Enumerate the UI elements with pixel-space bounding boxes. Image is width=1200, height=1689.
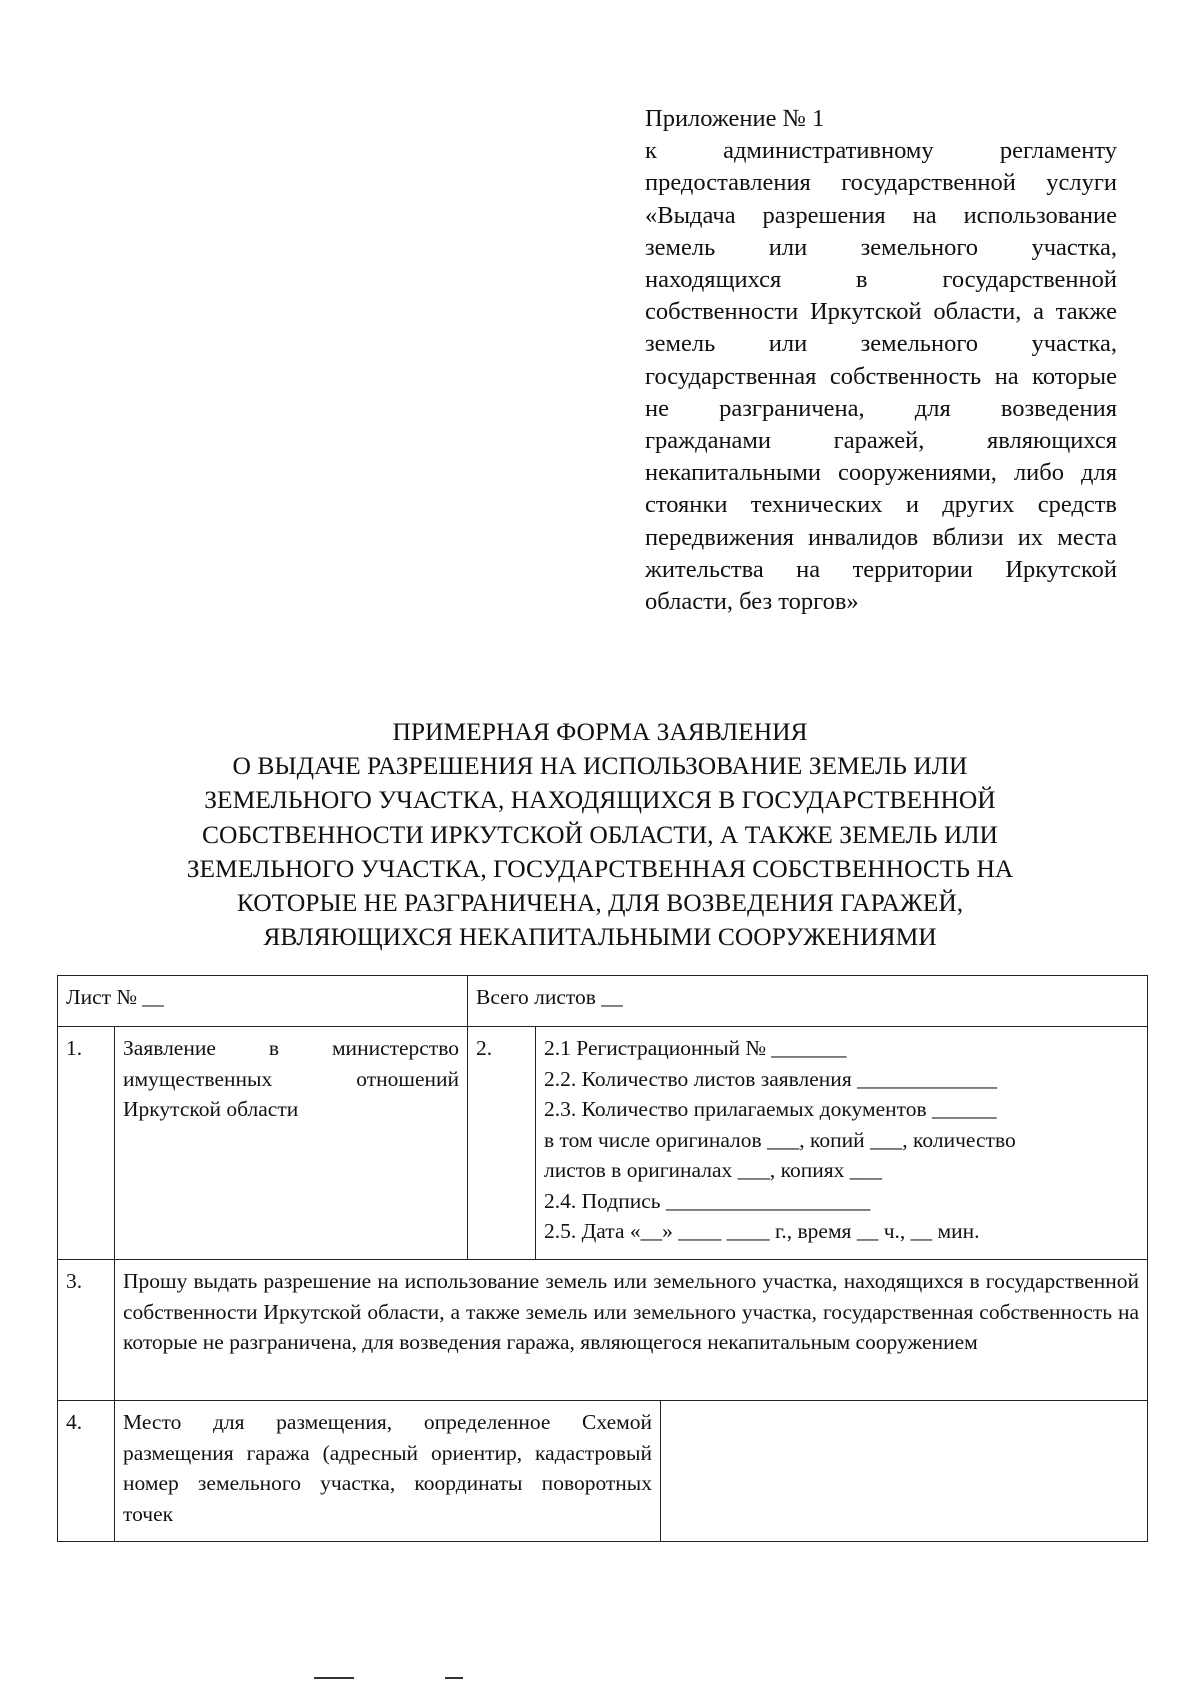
total-sheets: Всего листов __ [476, 985, 623, 1009]
table-row [58, 1027, 1148, 1260]
registration-line: 2.4. Подпись ___________________ [544, 1188, 871, 1213]
registration-line: 2.2. Количество листов заявления _____________ [544, 1066, 997, 1091]
registration-line: 2.3. Количество прилагаемых документов ______ [544, 1097, 997, 1121]
sheet-number: Лист № __ [66, 985, 164, 1009]
registration-line: в том числе оригиналов ___, копий ___, количество [544, 1127, 1016, 1152]
registration-line: листов в оригиналах ___, копиях ___ [544, 1158, 883, 1182]
request-text-cell: Прошу выдать разрешение на использование земель или земельного участка, находящихся в государственной собственности Иркутской области, а также земель или земельного участка, государственная собственность на которые не разграничена, для возведения гаража, являющегося некапитальным сооружением [115, 1260, 1148, 1401]
title-line: КОТОРЫЕ НЕ РАЗГРАНИЧЕНА, ДЛЯ ВОЗВЕДЕНИЯ ГАРАЖЕЙ, [236, 888, 964, 918]
title-line: ПРИМЕРНАЯ ФОРМА ЗАЯВЛЕНИЯ [392, 717, 808, 746]
title-line: ЗЕМЕЛЬНОГО УЧАСТКА, ГОСУДАРСТВЕННАЯ СОБСТВЕННОСТЬ НА [186, 853, 1014, 883]
row-number: 2. [468, 1027, 536, 1260]
sheet-number-cell [58, 976, 468, 1027]
placement-value-cell[interactable] [661, 1401, 1148, 1542]
registration-line: 2.1 Регистрационный № _______ [544, 1036, 847, 1060]
appendix-text: к административному регламенту предоставления государственной услуги «Выдача разрешения на использование земель или земельного участка, находящихся в государственной собственности Иркутской области, а также земель или земельного участка, государственная собственность на которые не разграничена, для возведения гражданами гаражей, являющихся некапитальными сооружениями, либо для стоянки технических и других средств передвижения инвалидов вблизи их места жительства на территории Иркутской области, без торгов» [645, 137, 1117, 616]
registration-line: 2.5. Дата «__» ____ ____ г., время __ ч., __ мин. [544, 1219, 980, 1243]
table-row [58, 1260, 1148, 1401]
application-form-table [57, 975, 1148, 1542]
title-line: О ВЫДАЧЕ РАЗРЕШЕНИЯ НА ИСПОЛЬЗОВАНИЕ ЗЕМЕЛЬ ИЛИ [232, 751, 968, 781]
title-line: ЯВЛЯЮЩИХСЯ НЕКАПИТАЛЬНЫМИ СООРУЖЕНИЯМИ [263, 922, 937, 952]
form-title [150, 715, 1050, 954]
title-line: ЗЕМЕЛЬНОГО УЧАСТКА, НАХОДЯЩИХСЯ В ГОСУДАРСТВЕННОЙ [204, 785, 996, 815]
table-row [58, 1401, 1148, 1542]
addressee-cell: Заявление в министерство имущественных отношений Иркутской области [115, 1027, 468, 1260]
registration-info-cell [536, 1027, 1148, 1260]
appendix-number: Приложение № 1 [645, 105, 825, 132]
row-number: 1. [58, 1027, 115, 1260]
appendix-block [645, 103, 1117, 618]
row-number: 3. [58, 1260, 115, 1401]
title-line: СОБСТВЕННОСТИ ИРКУТСКОЙ ОБЛАСТИ, А ТАКЖЕ ЗЕМЕЛЬ ИЛИ [202, 819, 998, 849]
row-number: 4. [58, 1401, 115, 1542]
table-row [58, 976, 1148, 1027]
scan-mark [314, 1677, 354, 1679]
placement-text-cell: Место для размещения, определенное Схемой размещения гаража (адресный ориентир, кадастровый номер земельного участка, координаты поворотных точек [115, 1401, 661, 1542]
scan-mark [445, 1677, 463, 1679]
total-sheets-cell [468, 976, 1148, 1027]
